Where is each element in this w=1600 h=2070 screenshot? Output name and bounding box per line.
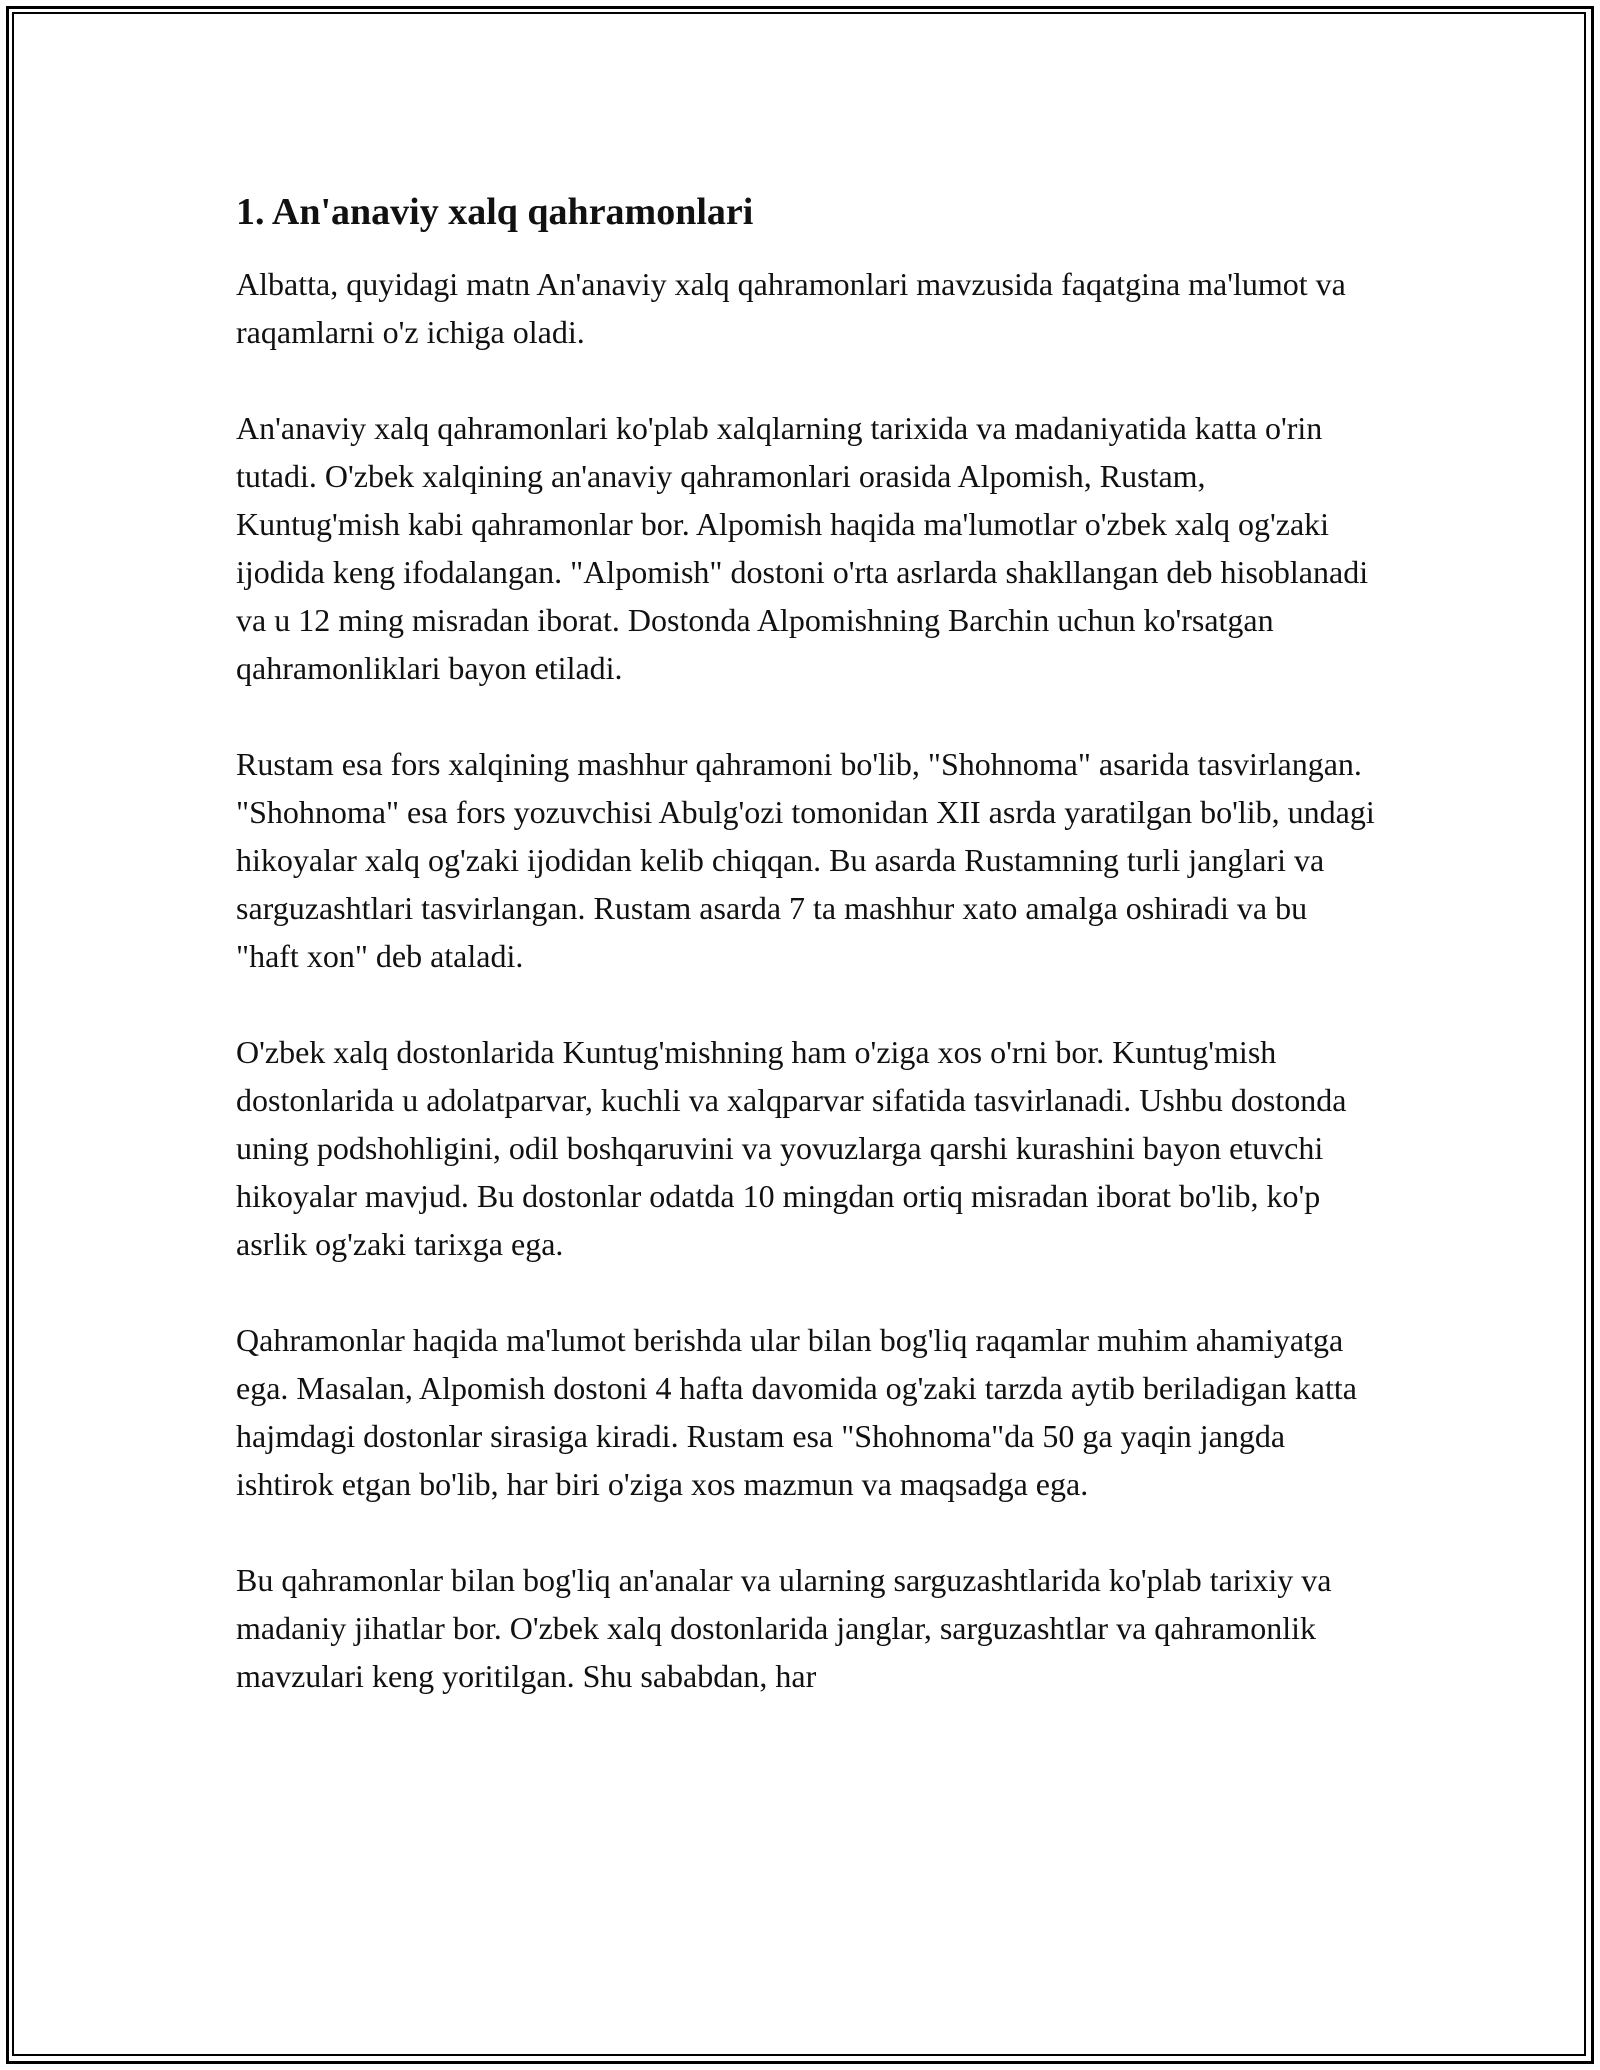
paragraph-kuntugmish: O'zbek xalq dostonlarida Kuntug'mishning ham o'ziga xos o'rni bor. Kuntug'mish dostonlarida u adolatparvar, kuchli va xalqparvar sifatida tasvirlanadi. Ushbu dostonda uning podshohligini, odil boshqaruvini va yovuzlarga qarshi kurashini bayon etuvchi hikoyalar mavjud. Bu dostonlar odatda 10 mingdan ortiq misradan iborat bo'lib, ko'p asrlik og'zaki tarixga ega. [236,1034,1347,1262]
paragraph-numbers: Qahramonlar haqida ma'lumot berishda ular bilan bog'liq raqamlar muhim ahamiyatga ega. Masalan, Alpomish dostoni 4 hafta davomida og'zaki tarzda aytib beriladigan katta hajmdagi dostonlar sirasiga kiradi. Rustam esa "Shohnoma"da 50 ga yaqin jangda ishtirok etgan bo'lib, har biri o'ziga xos mazmun va maqsadga ega. [236,1322,1357,1502]
paragraph-alpomish: An'anaviy xalq qahramonlari ko'plab xalqlarning tarixida va madaniyatida katta o'rin tutadi. O'zbek xalqining an'anaviy qahramonlari orasida Alpomish, Rustam, Kuntug'mish kabi qahramonlar bor. Alpomish haqida ma'lumotlar o'zbek xalq og'zaki ijodida keng ifodalangan. "Alpomish" dostoni o'rta asrlarda shakllangan deb hisoblanadi va u 12 ming misradan iborat. Dostonda Alpomishning Barchin uchun ko'rsatgan qahramonliklari bayon etiladi. [236,410,1369,686]
section-heading: 1. An'anaviy xalq qahramonlari [236,191,754,233]
document-body [236,188,1376,1748]
paragraph-traditions: Bu qahramonlar bilan bog'liq an'analar va ularning sarguzashtlarida ko'plab tarixiy va madaniy jihatlar bor. O'zbek xalq dostonlarida janglar, sarguzashtlar va qahramonlik mavzulari keng yoritilgan. Shu sababdan, har [236,1562,1332,1694]
paragraph-intro: Albatta, quyidagi matn An'anaviy xalq qahramonlari mavzusida faqatgina ma'lumot va raqamlarni o'z ichiga oladi. [236,266,1346,350]
paragraph-rustam: Rustam esa fors xalqining mashhur qahramoni bo'lib, "Shohnoma" asarida tasvirlangan. "Shohnoma" esa fors yozuvchisi Abulg'ozi tomonidan XII asrda yaratilgan bo'lib, undagi hikoyalar xalq og'zaki ijodidan kelib chiqqan. Bu asarda Rustamning turli janglari va sarguzashtlari tasvirlangan. Rustam asarda 7 ta mashhur xato amalga oshiradi va bu "haft xon" deb ataladi. [236,746,1375,974]
